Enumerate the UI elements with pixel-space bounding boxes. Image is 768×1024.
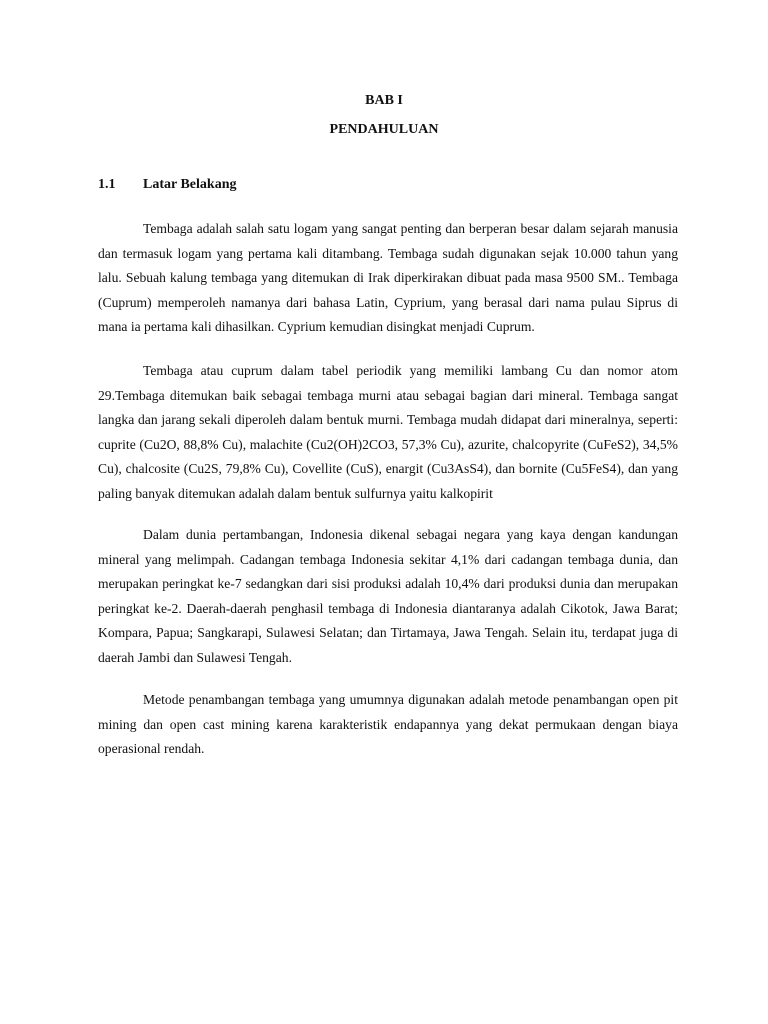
chapter-number: BAB I bbox=[365, 93, 403, 108]
paragraph-text: Metode penambangan tembaga yang umumnya digunakan adalah metode penambangan open pit mining dan open cast mining karena karakteristik endapannya yang dekat permukaan dengan biaya operasional rendah. bbox=[98, 692, 678, 757]
section-number: 1.1 bbox=[98, 177, 116, 192]
paragraph-4 bbox=[98, 688, 678, 762]
paragraph-text: Tembaga atau cuprum dalam tabel periodik yang memiliki lambang Cu dan nomor atom 29.Tembaga ditemukan baik sebagai tembaga murni atau sebagai bagian dari mineral. Tembaga sangat langka dan jarang sekali diperoleh dalam bentuk murni. Tembaga mudah didapat dari mineralnya, seperti: cuprite (Cu2O, 88,8% Cu), malachite (Cu2(OH)2CO3, 57,3% Cu), azurite, chalcopyrite (CuFeS2), 34,5% Cu), chalcosite (Cu2S, 79,8% Cu), Covellite (CuS), enargit (Cu3AsS4), dan bornite (Cu5FeS4), dan yang paling banyak ditemukan adalah dalam bentuk sulfurnya yaitu kalkopirit bbox=[98, 363, 678, 501]
chapter-title: PENDAHULUAN bbox=[329, 122, 439, 137]
paragraph-text: Tembaga adalah salah satu logam yang sangat penting dan berperan besar dalam sejarah manusia dan termasuk logam yang pertama kali ditambang. Tembaga sudah digunakan sejak 10.000 tahun yang lalu. Sebuah kalung tembaga yang ditemukan di Irak diperkirakan dibuat pada masa 9500 SM.. Tembaga (Cuprum) memperoleh namanya dari bahasa Latin, Cyprium, yang berasal dari nama pulau Siprus di mana ia pertama kali dihasilkan. Cyprium kemudian disingkat menjadi Cuprum. bbox=[98, 221, 678, 335]
section-title: Latar Belakang bbox=[143, 177, 237, 192]
paragraph-1 bbox=[98, 217, 678, 340]
paragraph-text: Dalam dunia pertambangan, Indonesia dikenal sebagai negara yang kaya dengan kandungan mineral yang melimpah. Cadangan tembaga Indonesia sekitar 4,1% dari cadangan tembaga dunia, dan merupakan peringkat ke-7 sedangkan dari sisi produksi adalah 10,4% dari produksi dunia dan merupakan peringkat ke-2. Daerah-daerah penghasil tembaga di Indonesia diantaranya adalah Cikotok, Jawa Barat; Kompara, Papua; Sangkarapi, Sulawesi Selatan; dan Tirtamaya, Jawa Tengah. Selain itu, terdapat juga di daerah Jambi dan Sulawesi Tengah. bbox=[98, 527, 678, 665]
section-heading bbox=[98, 177, 236, 193]
paragraph-2 bbox=[98, 359, 678, 507]
paragraph-3 bbox=[98, 523, 678, 671]
